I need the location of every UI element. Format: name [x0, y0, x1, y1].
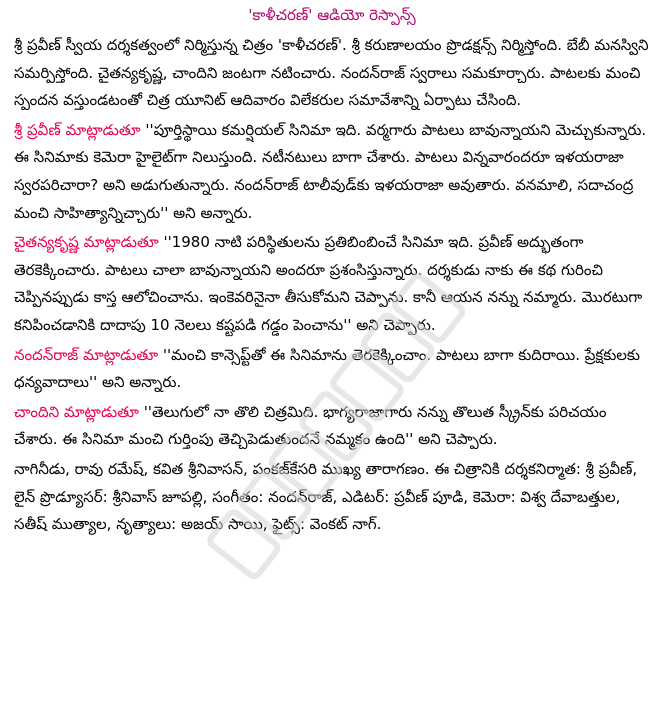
article [0, 4, 660, 722]
speaker-chaitanyakrishna: చైతన్యకృష్ణ మాట్లాడుతూ [14, 233, 159, 252]
paragraph-text: నాగినీడు, రావు రమేష్, కవిత శ్రీనివాసన్, పంకజ్‌కేసరి ముఖ్య తారాగణం. ఈ చిత్రానికి దర్శకనిర్మాత: శ్రీ ప్రవీణ్, లైన్ ప్రొడ్యూసర్: శ్రీనివాస్ జూపల్లి, సంగీతం: నందన్‌రాజ్, ఎడిటర్: ప్రవీణ్ పూడి, కెమెరా: విశ్వ దేవాబత్తుల, సతీష్ ముత్యాల, నృత్యాలు: అజయ్ సాయి, ఫైట్స్: వెంకట్ నాగ్. [14, 459, 638, 534]
article-paragraph-credits [14, 456, 650, 539]
article-paragraph-chaitanyakrishna [14, 229, 650, 339]
paragraph-text: శ్రీ ప్రవీణ్ స్వీయ దర్శకత్వంలో నిర్మిస్తున్న చిత్రం 'కాళీచరణ్'. శ్రీ కరుణాలయం ప్రొడక్షన్స్ నిర్మిస్తోంది. బేబీ మనస్విని సమర్పిస్తోంది. చైతన్యకృష్ణ, చాందిని జంటగా నటించారు. నందన్‌రాజ్ స్వరాలు సమకూర్చారు. పాటలకు మంచి స్పందన వస్తుండటంతో చిత్ర యూనిట్ ఆదివారం విలేకరుల సమావేశాన్ని ఏర్పాటు చేసింది. [14, 36, 649, 110]
article-title: 'కాళీచరణ్' ఆడియో రెస్పాన్స్ [248, 6, 416, 24]
paragraph-text: ''పూర్తిస్థాయి కమర్షియల్ సినిమా ఇది. వర్మగారు పాటలు బావున్నాయని మెచ్చుకున్నారు. ఈ సినిమాకు కెమెరా హైలైట్‌గా నిలుస్తుంది. నటీనటులు బాగా చేశారు. పాటలు విన్నవారందరూ ఇళయరాజా స్వరపరిచారా? అని అడుగుతున్నారు. నందన్‌రాజ్ టాలీవుడ్‌కు ఇళయరాజా అవుతారు. వనమాలి, సదాచంద్ర మంచి సాహిత్యాన్నిచ్చారు'' అని అన్నారు. [14, 120, 647, 222]
article-paragraph-intro [14, 32, 650, 115]
article-paragraph-nandanraj [14, 342, 650, 397]
paragraph-text: ''తెలుగులో నా తొలి చిత్రమిది. భాగ్యరాజాగారు నన్ను తొలుత స్క్రీన్‌కు పరిచయం చేశారు. ఈ సినిమా మంచి గుర్తింపు తెచ్చిపెడుతుందనే నమ్మకం ఉంది'' అని చెప్పారు. [14, 402, 607, 449]
article-paragraph-chandini [14, 399, 650, 454]
paragraph-text: ''మంచి కాన్సెప్ట్‌తో ఈ సినిమాను తెరకెక్కించాం. పాటలు బాగా కుదిరాయి. ప్రేక్షకులకు ధన్యవాదాలు'' అని అన్నారు. [14, 345, 640, 392]
speaker-nandanraj: నందన్‌రాజ్ మాట్లాడుతూ [14, 345, 159, 364]
speaker-chandini: చాందిని మాట్లాడుతూ [14, 402, 139, 421]
paragraph-text: ''1980 నాటి పరిస్థితులను ప్రతిబింబించే సినిమా ఇది. ప్రవీణ్ అద్భుతంగా తెరకెక్కించారు. పాటలు చాలా బావున్నాయని అందరూ ప్రశంసిస్తున్నారు. దర్శకుడు నాకు ఈ కథ గురించి చెప్పినప్పుడు కాస్త ఆలోచించాను. ఇంకెవరినైనా తీసుకోమని చెప్పాను. కానీ ఆయన నన్ను నమ్మారు. మొరటుగా కనిపించడానికి దాదాపు 10 నెలలు కష్టపడి గడ్డం పెంచాను'' అని చెప్పారు. [14, 233, 643, 334]
speaker-praveen: శ్రీ ప్రవీణ్ మాట్లాడుతూ [14, 120, 141, 139]
article-paragraph-praveen [14, 117, 650, 227]
